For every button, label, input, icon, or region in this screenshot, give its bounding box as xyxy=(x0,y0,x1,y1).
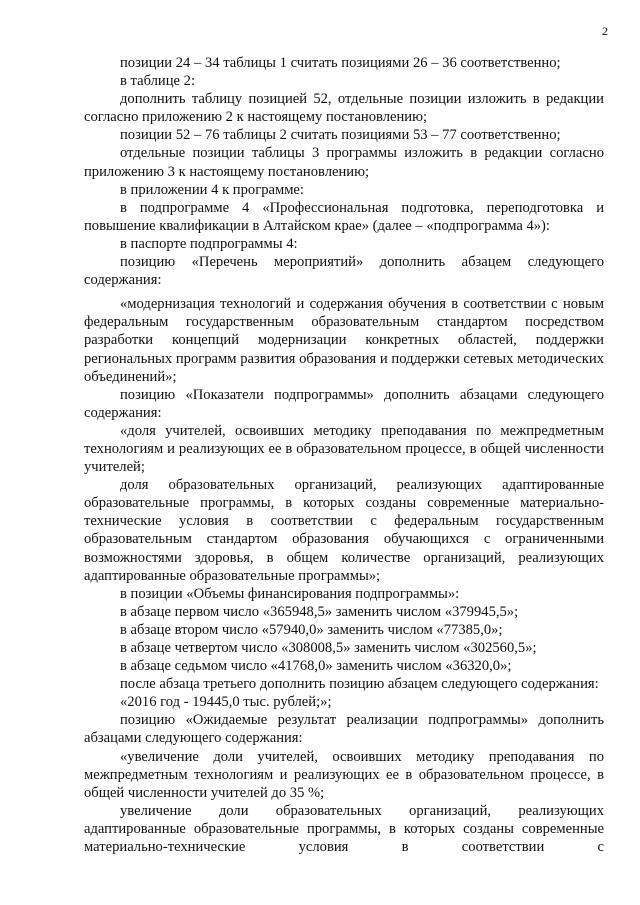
paragraph: позицию «Ожидаемые результат реализации подпрограммы» дополнить абзацами следующего содержания: xyxy=(84,712,604,747)
document-body xyxy=(84,54,604,856)
paragraph: позиции 52 – 76 таблицы 2 считать позициями 53 – 77 соответственно; xyxy=(120,127,561,144)
paragraph: в абзаце четвертом число «308008,5» заменить числом «302560,5»; xyxy=(120,640,537,656)
paragraph: дополнить таблицу позицией 52, отдельные позиции изложить в редакции согласно приложению 2 к настоящему постановлению; xyxy=(84,91,604,126)
page-number: 2 xyxy=(602,24,608,38)
paragraph: в абзаце первом число «365948,5» заменить числом «379945,5»; xyxy=(120,603,519,620)
paragraph: после абзаца третьего дополнить позицию абзацем следующего содержания: xyxy=(120,676,599,693)
paragraph: в таблице 2: xyxy=(120,73,196,90)
paragraph: позиции 24 – 34 таблицы 1 считать позициями 26 – 36 соответственно; xyxy=(120,55,561,71)
paragraph: «доля учителей, освоивших методику преподавания по межпредметным технологиям и реализующих ее в образовательном процессе, в общей численности учителей; xyxy=(84,422,604,476)
paragraph: «модернизация технологий и содержания обучения в соответствии с новым федеральным государственным образовательным стандартом посредством разработки концепций модернизации конкретных областей, поддержки региональных программ развития образования и поддержки сетевых методических объединений»; xyxy=(84,296,604,385)
paragraph: увеличение доли образовательных организаций, реализующих адаптированные образовательные программы, в которых созданы современные материально-технические условия в соответствии с xyxy=(84,802,604,856)
paragraph: «2016 год - 19445,0 тыс. рублей;»; xyxy=(120,694,332,711)
paragraph: в подпрограмме 4 «Профессиональная подготовка, переподготовка и повышение квалификации в Алтайском крае» (далее – «подпрограмма 4»): xyxy=(84,199,604,234)
paragraph: в абзаце седьмом число «41768,0» заменить числом «36320,0»; xyxy=(120,658,512,675)
paragraph: позицию «Перечень мероприятий» дополнить абзацем следующего содержания: xyxy=(84,254,604,289)
paragraph: «увеличение доли учителей, освоивших методику преподавания по межпредметным технологиям и реализующих ее в образовательном процессе, в общей численности учителей до 35 %; xyxy=(84,748,604,801)
paragraph: в абзаце втором число «57940,0» заменить числом «77385,0»; xyxy=(120,621,503,638)
paragraph: в позиции «Объемы финансирования подпрограммы»: xyxy=(120,585,460,602)
paragraph: отдельные позиции таблицы 3 программы изложить в редакции согласно приложению 3 к настоящему постановлению; xyxy=(84,145,604,180)
paragraph: в приложении 4 к программе: xyxy=(120,181,304,198)
paragraph: позицию «Показатели подпрограммы» дополнить абзацами следующего содержания: xyxy=(84,386,604,421)
paragraph: доля образовательных организаций, реализующих адаптированные образовательные программы, в которых созданы современные материально-технические условия в соответствии с федеральным государственным образовательным стандартом образования обучающихся с ограниченными возможностями здоровья, в общем количестве организаций, реализующих адаптированные образовательные программы»; xyxy=(84,477,604,584)
paragraph: в паспорте подпрограммы 4: xyxy=(120,235,298,252)
